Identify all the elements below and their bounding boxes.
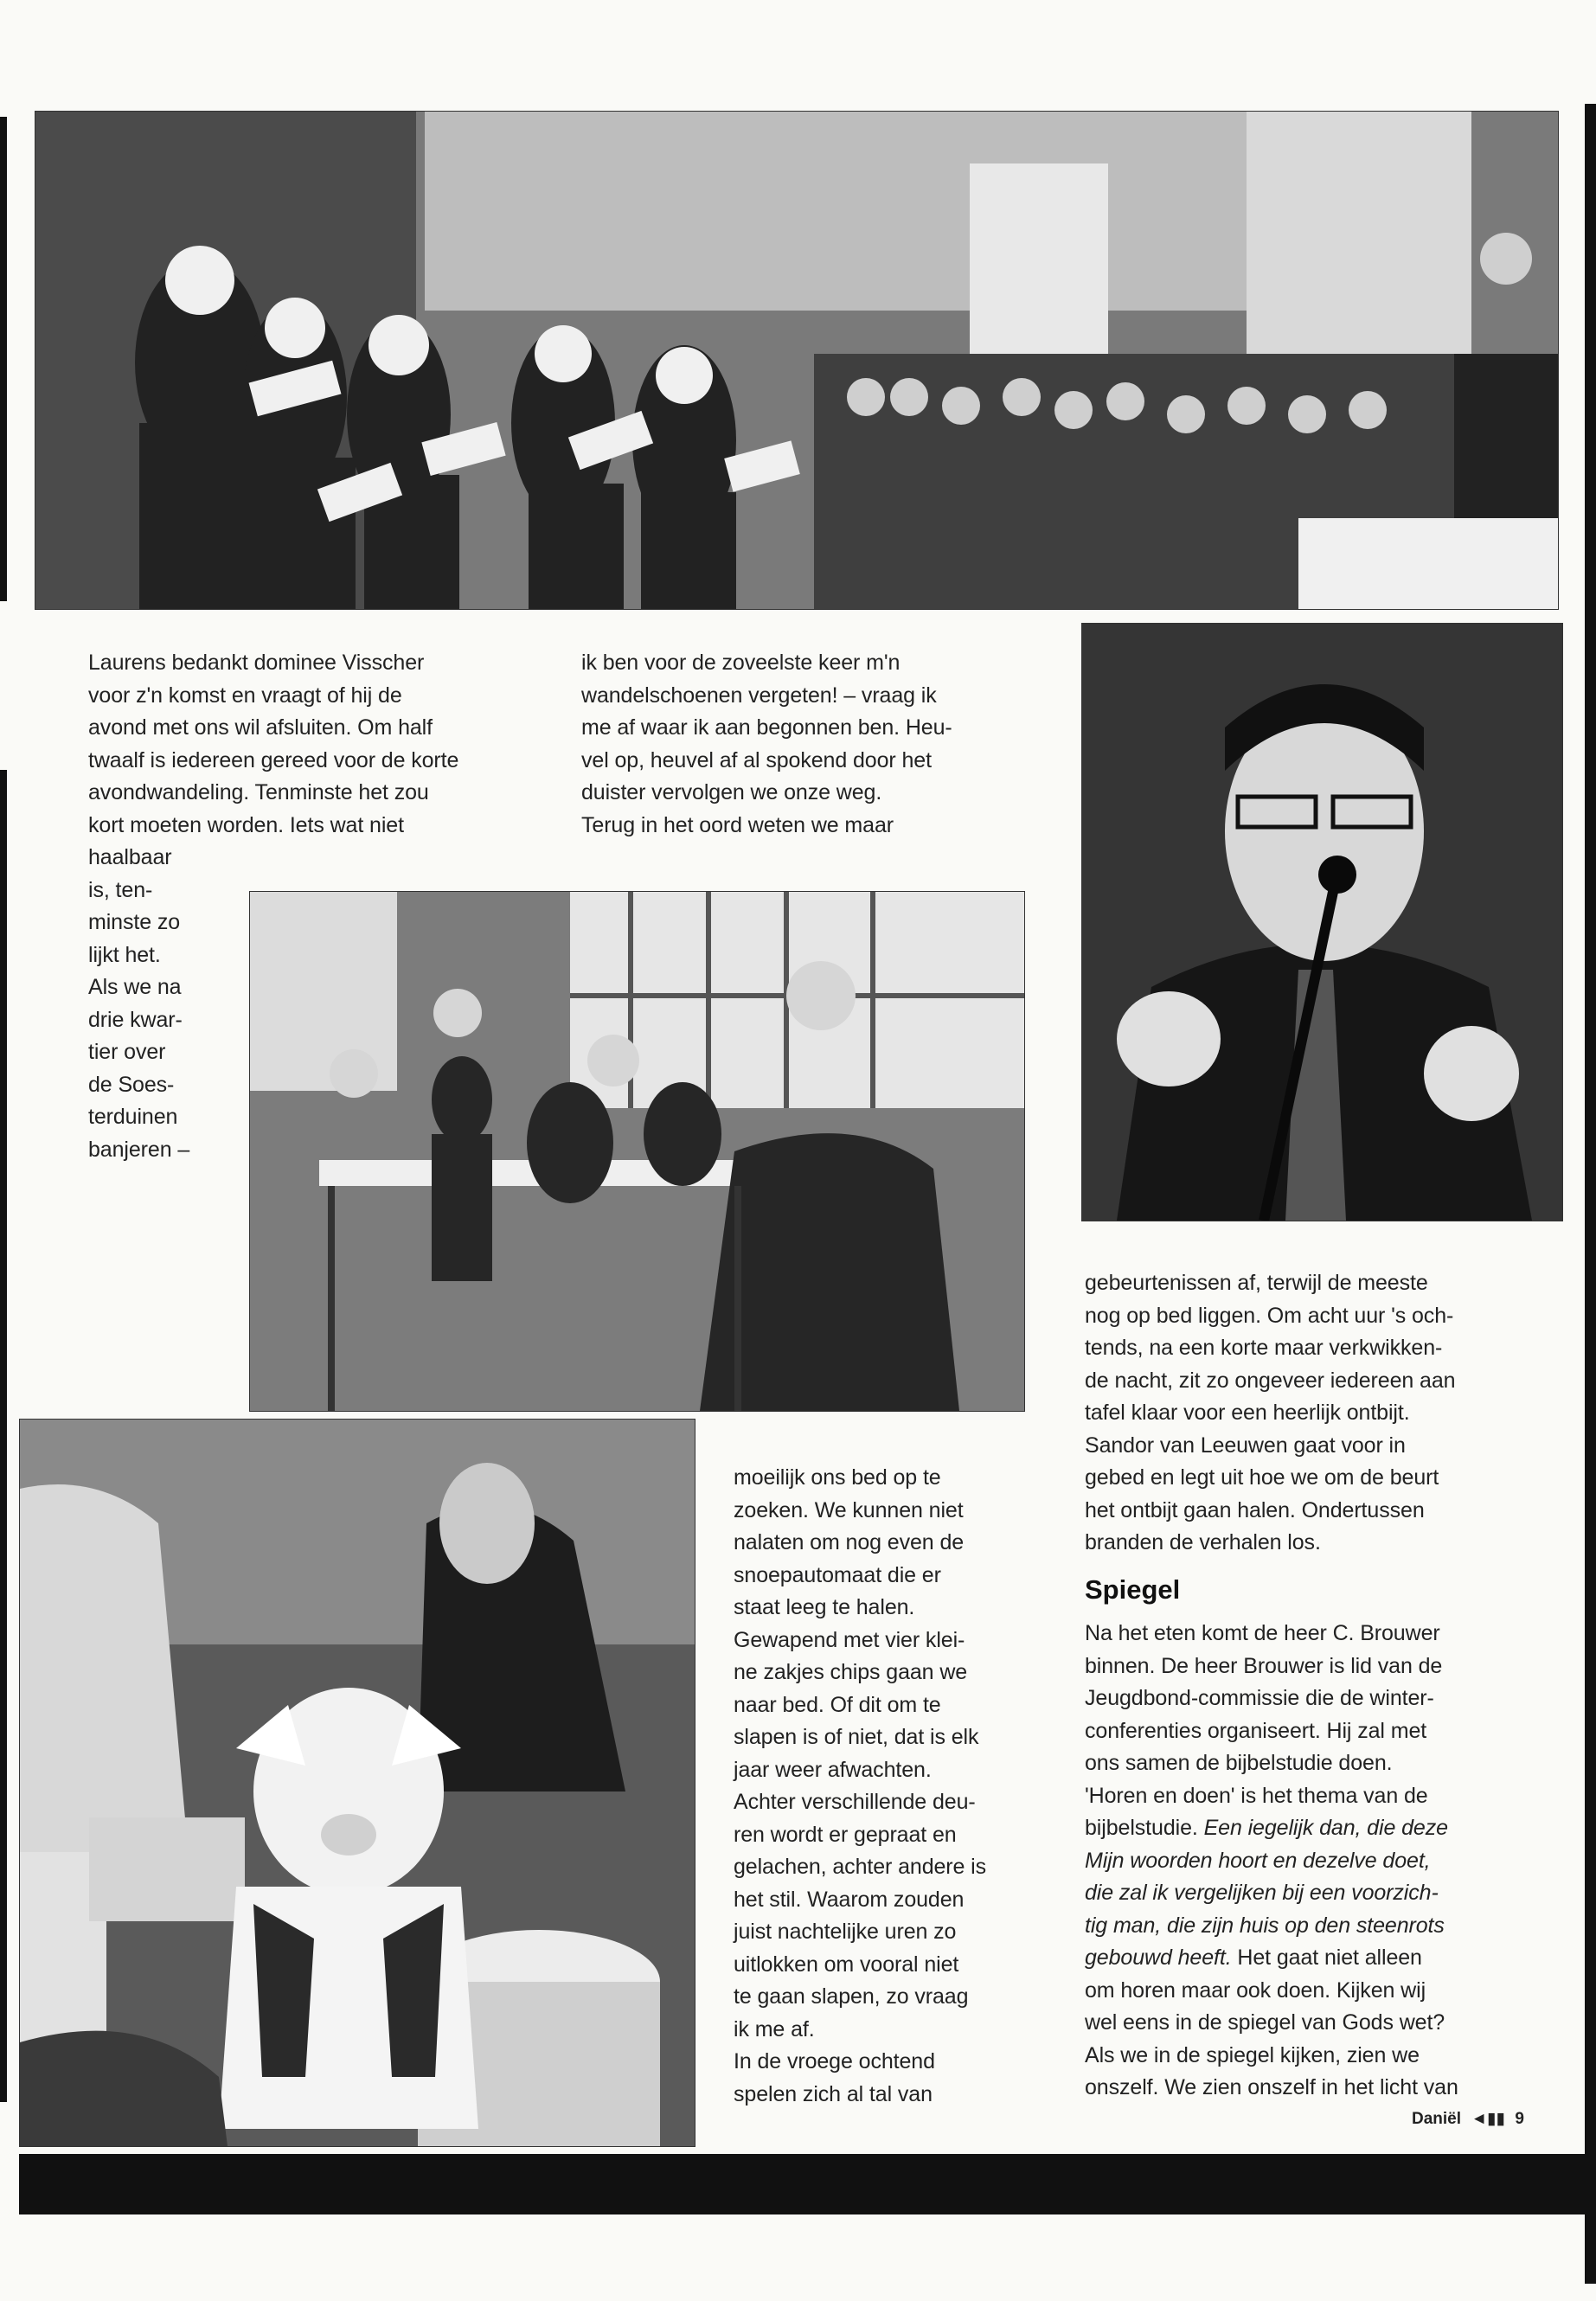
text-line: Gewapend met vier klei-	[734, 1627, 965, 1652]
article-column-3	[734, 1462, 1062, 2111]
quote-line: Mijn woorden hoort en dezelve doet,	[1085, 1848, 1431, 1873]
scan-edge-bottom	[19, 2154, 1585, 2214]
text-line: wel eens in de spiegel van Gods wet?	[1085, 2010, 1445, 2035]
text-line: Achter verschillende deu-	[734, 1790, 976, 1814]
article-column-2	[581, 647, 1066, 842]
text-line: staat leeg te halen.	[734, 1595, 915, 1619]
text-line: terduinen	[88, 1105, 178, 1129]
text-line: zoeken. We kunnen niet	[734, 1497, 964, 1522]
text-line: kort moeten worden. Iets wat niet	[88, 812, 404, 837]
text-line: tier over	[88, 1040, 166, 1064]
text-line: juist nachtelijke uren zo	[734, 1920, 957, 1944]
text-line: de nacht, zit zo ongeveer iedereen aan	[1085, 1368, 1456, 1393]
text-line-mixed	[1085, 1942, 1578, 1975]
text-line: avondwandeling. Tenminste het zou	[88, 780, 429, 804]
text-line: ren wordt er gepraat en	[734, 1822, 957, 1847]
text-line: Jeugdbond-commissie die de winter-	[1085, 1686, 1434, 1710]
text-line: te gaan slapen, zo vraag	[734, 1984, 969, 2009]
text-line: gebeurtenissen af, terwijl de meeste	[1085, 1271, 1428, 1295]
text-line: het stil. Waarom zouden	[734, 1887, 965, 1912]
article-column-5	[1085, 1618, 1578, 2105]
text-line: slapen is of niet, dat is elk	[734, 1725, 979, 1749]
text-line: nog op bed liggen. Om acht uur 's och-	[1085, 1303, 1454, 1328]
text-span: Het gaat niet alleen	[1231, 1945, 1422, 1970]
text-line: ik me af.	[734, 2016, 815, 2041]
quote-span: gebouwd heeft.	[1085, 1945, 1232, 1970]
text-line: moeilijk ons bed op te	[734, 1465, 941, 1490]
text-line: Terug in het oord weten we maar	[581, 812, 894, 837]
text-line: me af waar ik aan begonnen ben. Heu-	[581, 715, 952, 740]
text-line: branden de verhalen los.	[1085, 1530, 1321, 1554]
text-line: uitlokken om vooral niet	[734, 1952, 959, 1977]
scan-edge-left-lower	[0, 770, 7, 2102]
scan-edge-right	[1585, 104, 1596, 2284]
photo-pig-figurine	[19, 1419, 695, 2147]
page-number: 9	[1515, 2110, 1524, 2128]
text-line: twaalf is iedereen gereed voor de korte	[88, 747, 459, 772]
text-line: wandelschoenen vergeten! – vraag ik	[581, 683, 937, 708]
photo-speaker-at-microphone	[1081, 623, 1563, 1221]
scan-edge-left	[0, 117, 7, 601]
text-line: 'Horen en doen' is het thema van de	[1085, 1783, 1428, 1808]
text-line: minste zo	[88, 910, 181, 934]
quote-line: die zal ik vergelijken bij een voorzich-	[1085, 1881, 1439, 1905]
text-line: Als we na	[88, 975, 182, 999]
text-line: tends, na een korte maar verkwikken-	[1085, 1336, 1443, 1360]
text-line: binnen. De heer Brouwer is lid van de	[1085, 1653, 1443, 1678]
text-line: Na het eten komt de heer C. Brouwer	[1085, 1621, 1440, 1645]
text-line: spelen zich al tal van	[734, 2081, 933, 2106]
text-line: de Soes-	[88, 1072, 175, 1097]
text-line: tafel klaar voor een heerlijk ontbijt.	[1085, 1400, 1410, 1425]
text-line: banjeren –	[88, 1137, 190, 1162]
quote-span: Een iegelijk dan, die deze	[1203, 1816, 1448, 1840]
section-heading-spiegel: Spiegel	[1085, 1574, 1181, 1605]
text-line: snoepautomaat die er	[734, 1562, 941, 1587]
arrow-icon: ◄▮▮	[1471, 2110, 1506, 2128]
text-line: ik ben voor de zoveelste keer m'n	[581, 651, 901, 675]
magazine-name: Daniël	[1412, 2110, 1462, 2128]
article-column-4	[1085, 1267, 1569, 1560]
text-line: Sandor van Leeuwen gaat voor in	[1085, 1433, 1406, 1458]
text-line: is, ten-	[88, 877, 153, 902]
text-line: nalaten om nog even de	[734, 1530, 965, 1554]
text-line: vel op, heuvel af al spokend door het	[581, 747, 932, 772]
text-line: drie kwar-	[88, 1007, 183, 1032]
text-line: om horen maar ook doen. Kijken wij	[1085, 1977, 1426, 2003]
text-line: In de vroege ochtend	[734, 2049, 935, 2073]
text-line: onszelf. We zien onszelf in het licht van	[1085, 2075, 1458, 2099]
text-line: lijkt het.	[88, 942, 161, 967]
text-line: duister vervolgen we onze weg.	[581, 780, 882, 804]
text-line: avond met ons wil afsluiten. Om half	[88, 715, 433, 740]
text-line: jaar weer afwachten.	[734, 1757, 932, 1782]
text-line: voor z'n komst en vraagt of hij de	[88, 683, 402, 708]
text-span: bijbelstudie.	[1085, 1816, 1204, 1840]
article-column-1	[88, 647, 538, 1166]
text-line: ons samen de bijbelstudie doen.	[1085, 1751, 1393, 1775]
text-line: Als we in de spiegel kijken, zien we	[1085, 2042, 1420, 2067]
text-line: het ontbijt gaan halen. Ondertussen	[1085, 1497, 1425, 1522]
text-line: gebed en legt uit hoe we om de beurt	[1085, 1465, 1439, 1490]
text-line-mixed	[1085, 1812, 1578, 1845]
text-line: Laurens bedankt dominee Visscher	[88, 651, 425, 675]
text-line: naar bed. Of dit om te	[734, 1692, 941, 1717]
text-line: ne zakjes chips gaan we	[734, 1660, 968, 1684]
text-line: haalbaar	[88, 845, 172, 869]
text-line: conferenties organiseert. Hij zal met	[1085, 1718, 1427, 1743]
text-line: gelachen, achter andere is	[734, 1855, 987, 1879]
quote-line: tig man, die zijn huis op den steenrots	[1085, 1913, 1445, 1938]
photo-choir-and-audience	[35, 111, 1559, 610]
page-footer	[1412, 2109, 1524, 2129]
